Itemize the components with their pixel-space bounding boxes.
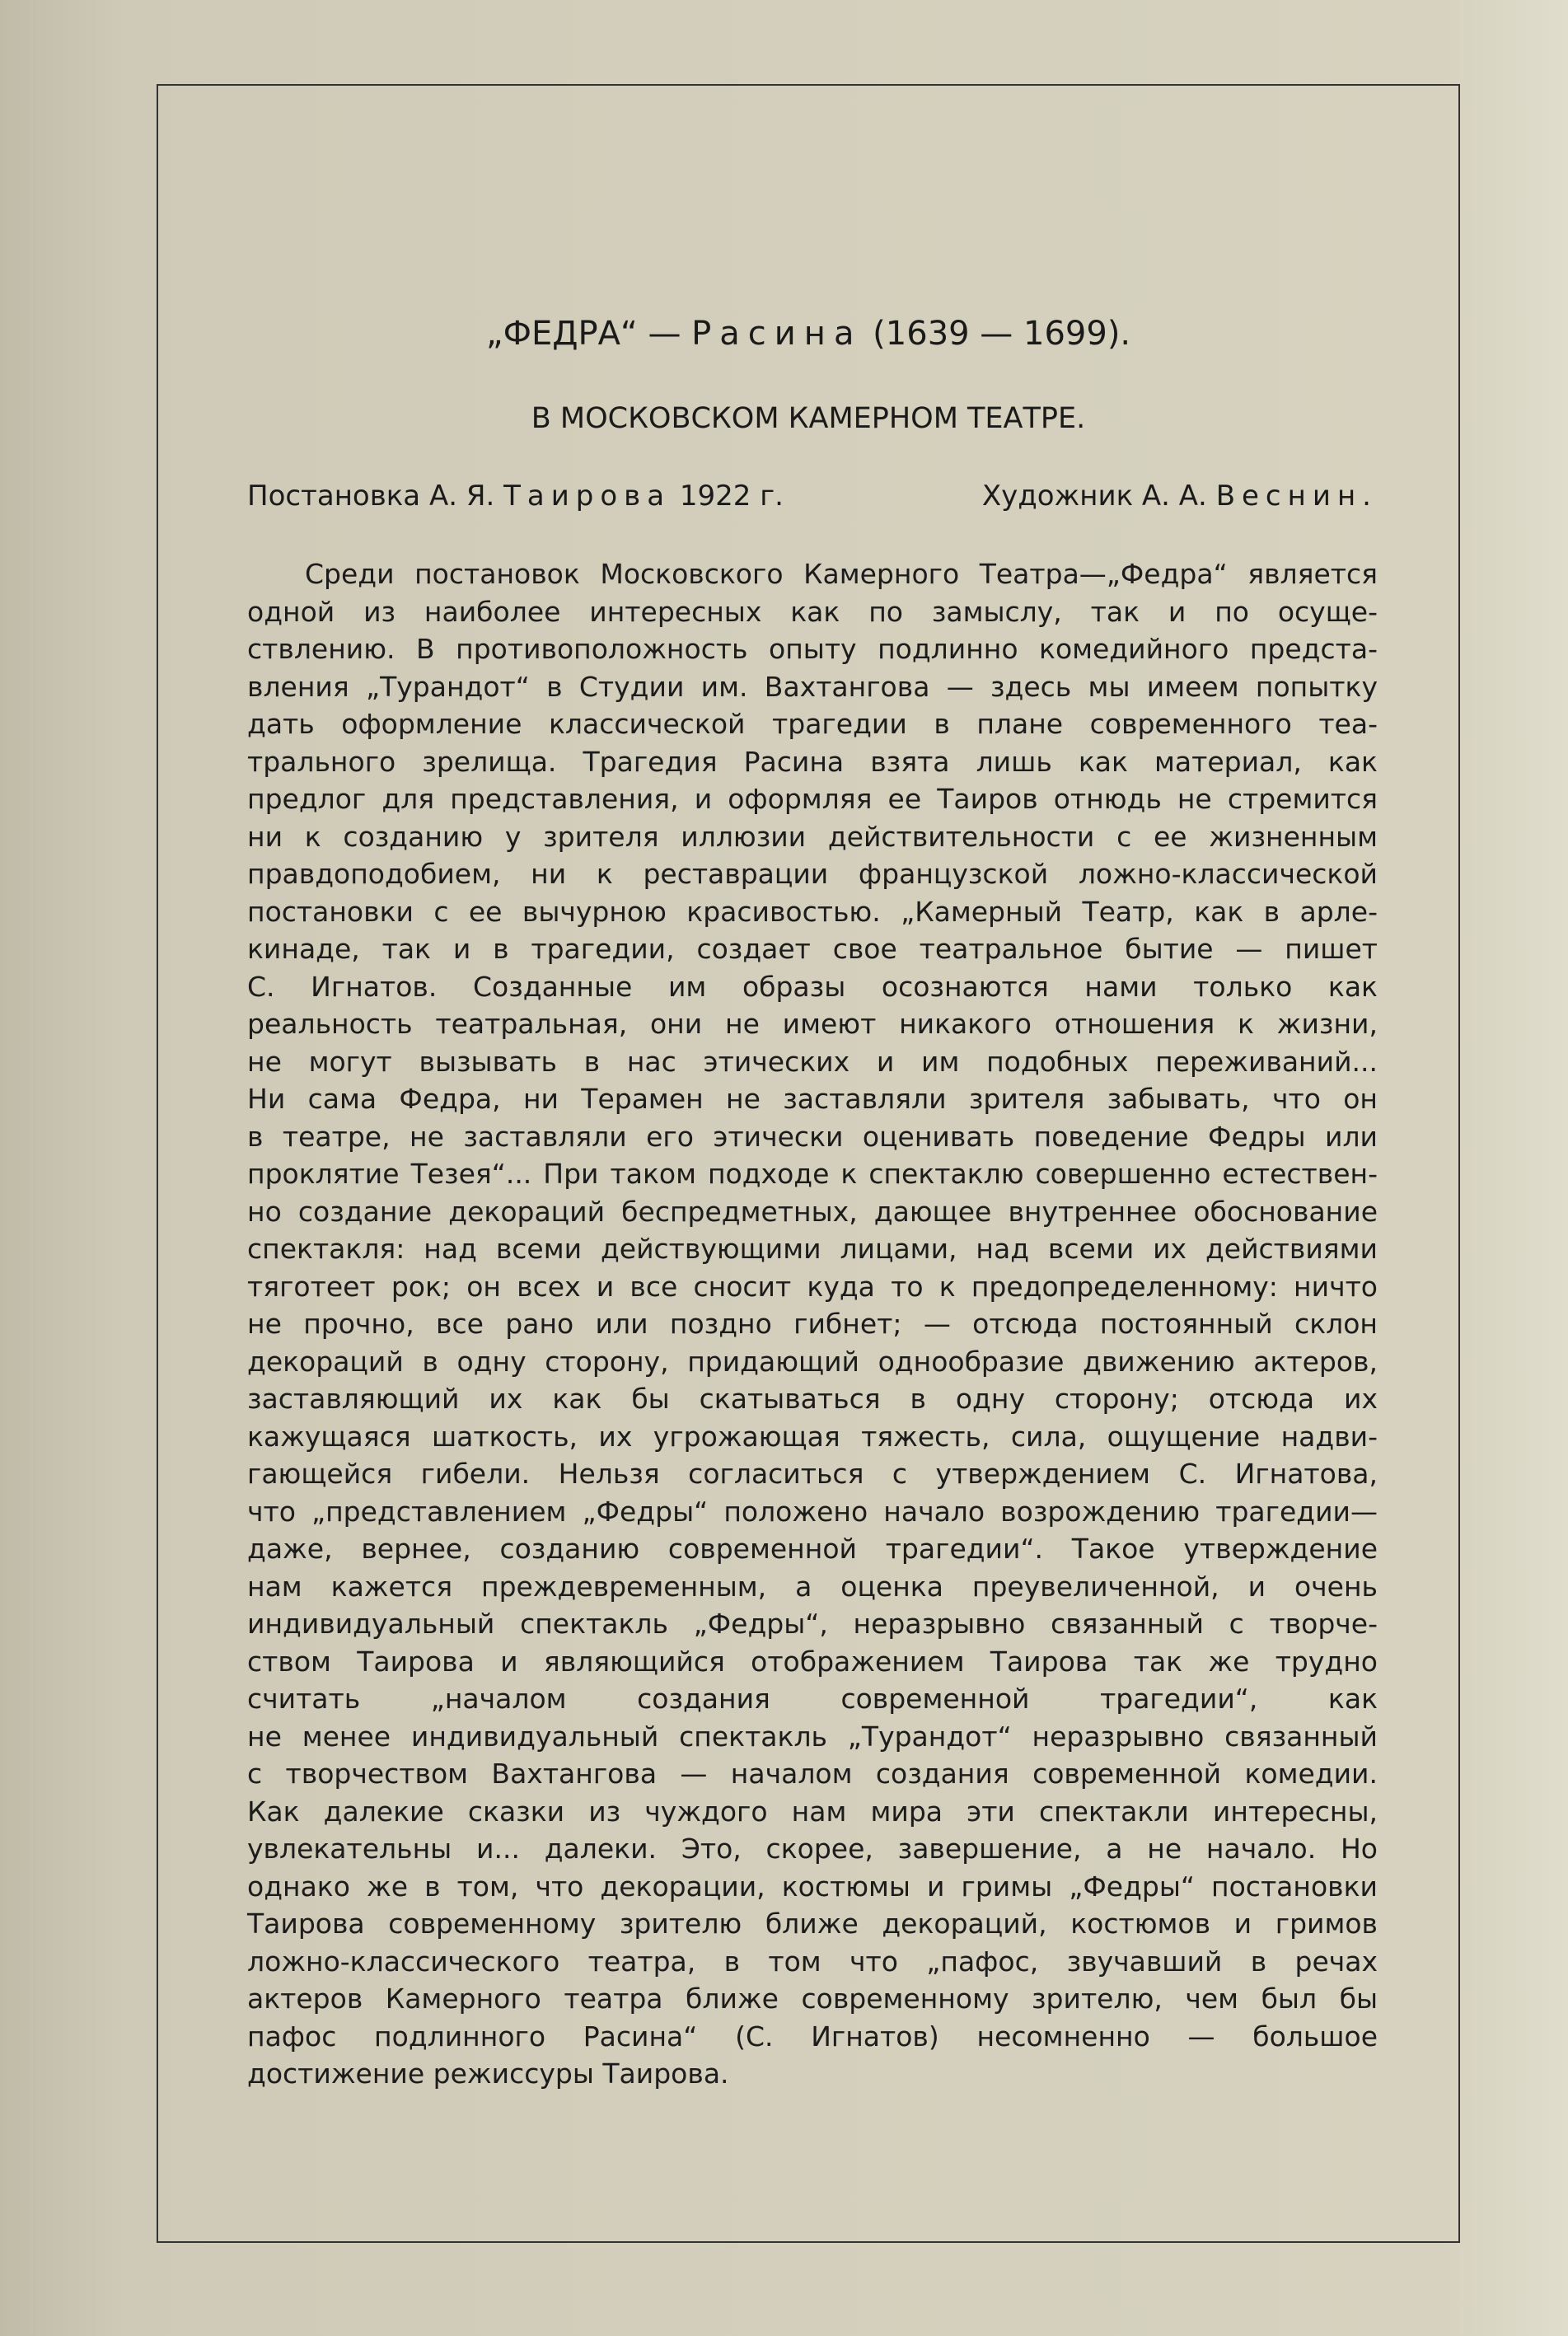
article-body [247, 555, 1378, 2093]
body-line: гающейся гибели. Нельзя согласиться с утверждением С. Игнатова, [247, 1458, 1378, 1490]
body-line: нам кажется преждевременным, а оценка преувеличенной, и очень [247, 1570, 1378, 1603]
body-line: проклятие Тезея“... При таком подходе к спектаклю совершенно естествен- [247, 1158, 1378, 1190]
body-line: ложно-классического театра, в том что „пафос, звучавший в речах [247, 1945, 1378, 1978]
title-dash: — [637, 315, 692, 353]
body-line: вления „Турандот“ в Студии им. Вахтангова — здесь мы имеем попытку [247, 670, 1378, 703]
body-line: С. Игнатов. Созданные им образы осознаются нами только как [247, 970, 1378, 1003]
page-title [157, 315, 1460, 353]
title-years: (1639 — 1699). [862, 315, 1131, 353]
production-label: Постановка [247, 480, 421, 513]
body-line: трального зрелища. Трагедия Расина взята лишь как материал, как [247, 745, 1378, 778]
body-line: не могут вызывать в нас этических и им подобных переживаний... [247, 1045, 1378, 1078]
body-line: однако же в том, что декорации, костюмы и гримы „Федры“ постановки [247, 1870, 1378, 1903]
production-credit [247, 480, 784, 513]
production-year: 1922 г. [679, 480, 784, 513]
body-line: кажущаяся шаткость, их угрожающая тяжесть, сила, ощущение надви- [247, 1420, 1378, 1453]
body-line: Среди постановок Московского Камерного Театра—„Федра“ является [305, 558, 1378, 590]
body-line: индивидуальный спектакль „Федры“, неразрывно связанный с творче- [247, 1608, 1378, 1640]
body-line: в театре, не заставляли его этически оценивать поведение Федры или [247, 1120, 1378, 1153]
body-line: что „представлением „Федры“ положено начало возрождению трагедии— [247, 1495, 1378, 1528]
body-line: правдоподобием, ни к реставрации французской ложно-классической [247, 858, 1378, 890]
body-line: не прочно, все рано или поздно гибнет; — отсюда постоянный склон [247, 1308, 1378, 1340]
body-line: декораций в одну сторону, придающий однообразие движению актеров, [247, 1345, 1378, 1378]
artist-credit [982, 480, 1378, 513]
body-line: достижение режиссуры Таирова. [247, 2057, 729, 2090]
body-line: даже, вернее, созданию современной трагедии“. Такое утверждение [247, 1533, 1378, 1565]
body-line: увлекательны и... далеки. Это, скорее, завершение, а не начало. Но [247, 1833, 1378, 1865]
title-play: „ФЕДРА“ [485, 315, 638, 353]
body-line: пафос подлинного Расина“ (С. Игнатов) несомненно — большое [247, 2020, 1378, 2053]
body-line: предлог для представления, и оформляя ее Таиров отнюдь не стремится [247, 783, 1378, 815]
body-line: ством Таирова и являющийся отображением Таирова так же трудно [247, 1645, 1378, 1678]
artist-label: Художник [981, 480, 1134, 513]
body-line: ствлению. В противоположность опыту подлинно комедийного предста- [247, 633, 1378, 665]
body-line: постановки с ее вычурною красивостью. „Камерный Театр, как в арле- [247, 895, 1378, 928]
body-line: но создание декораций беспредметных, дающее внутреннее обоснование [247, 1195, 1378, 1228]
body-line: с творчеством Вахтангова — началом создания современной комедии. [247, 1758, 1378, 1790]
title-author: Расина [691, 315, 863, 353]
body-line: тяготеет рок; он всех и все сносит куда то к предопределенному: ничто [247, 1270, 1378, 1303]
production-initials: А. Я. [428, 480, 495, 513]
credits-line [247, 480, 1378, 513]
body-line: считать „началом создания современной трагедии“, как [247, 1683, 1378, 1715]
body-line: кинаде, так и в трагедии, создает свое театральное бытие — пишет [247, 933, 1378, 965]
body-line: одной из наиболее интересных как по замыслу, так и по осуще- [247, 595, 1378, 628]
body-line: актеров Камерного театра ближе современному зрителю, чем был бы [247, 1983, 1378, 2015]
body-line: реальность театральная, они не имеют никакого отношения к жизни, [247, 1008, 1378, 1040]
production-name: Таирова [503, 480, 672, 513]
body-line: дать оформление классической трагедии в плане современного теа- [247, 708, 1378, 740]
body-line: Таирова современному зрителю ближе декораций, костюмов и гримов [247, 1908, 1378, 1940]
artist-name: Веснин. [1215, 480, 1378, 513]
artist-initials: А. А. [1141, 480, 1207, 513]
body-line: Ни сама Федра, ни Терамен не заставляли зрителя забывать, что он [247, 1083, 1378, 1115]
page-subtitle: В МОСКОВСКОМ КАМЕРНОМ ТЕАТРЕ. [531, 402, 1086, 435]
body-line: Как далекие сказки из чуждого нам мира эти спектакли интересны, [247, 1795, 1378, 1828]
body-line: спектакля: над всеми действующими лицами, над всеми их действиями [247, 1233, 1378, 1265]
body-line: не менее индивидуальный спектакль „Турандот“ неразрывно связанный [247, 1720, 1378, 1753]
body-line: ни к созданию у зрителя иллюзии действительности с ее жизненным [247, 820, 1378, 853]
body-line: заставляющий их как бы скатываться в одну сторону; отсюда их [247, 1383, 1378, 1415]
